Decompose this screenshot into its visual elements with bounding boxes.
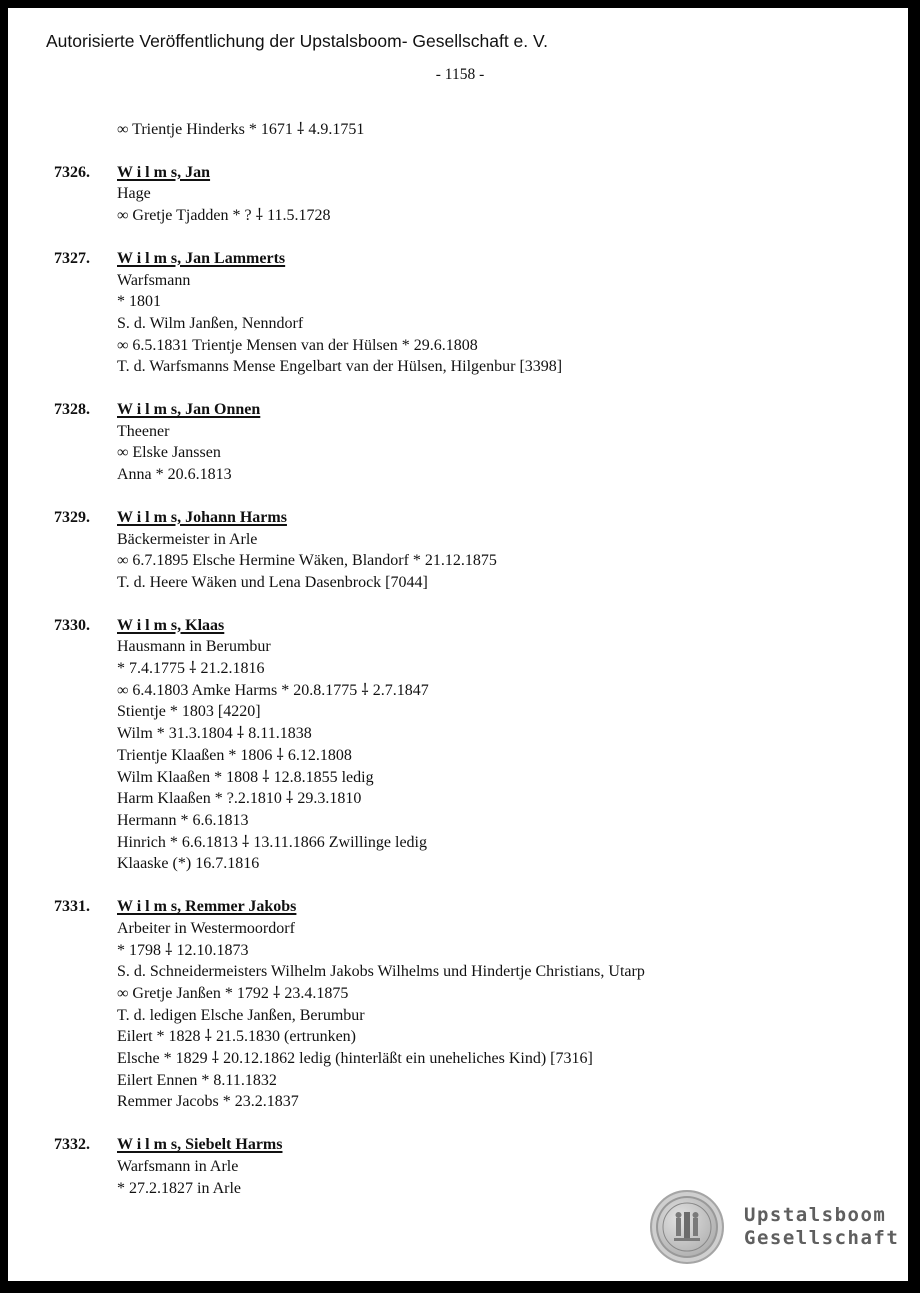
- entry-number: 7328.: [54, 401, 90, 419]
- entry-line: S. d. Wilm Janßen, Nenndorf: [117, 314, 304, 332]
- entry-line: S. d. Schneidermeisters Wilhelm Jakobs Wilhelms und Hindertje Christians, Utarp: [117, 963, 645, 981]
- entry-line: Arbeiter in Westermoordorf: [117, 919, 295, 937]
- society-name-line-2: Gesellschaft: [744, 1227, 900, 1249]
- entry-number: 7330.: [54, 616, 90, 634]
- entry-line: Wilm Klaaßen * 1808 ⸸ 12.8.1855 ledig: [117, 768, 374, 786]
- entry-number: 7329.: [54, 508, 90, 526]
- entry-line: * 7.4.1775 ⸸ 21.2.1816: [117, 660, 265, 678]
- society-logo: [650, 1190, 899, 1264]
- entry-line: T. d. Heere Wäken und Lena Dasenbrock [7044]: [117, 573, 428, 591]
- entry: [54, 896, 834, 1113]
- entry-number: 7332.: [54, 1136, 90, 1154]
- entry-line: Stientje * 1803 [4220]: [117, 703, 261, 721]
- entry-line: T. d. ledigen Elsche Janßen, Berumbur: [117, 1006, 365, 1024]
- entry-line: Eilert Ennen * 8.11.1832: [117, 1071, 277, 1089]
- entry: [54, 162, 834, 227]
- entry-line: ∞ 6.4.1803 Amke Harms * 20.8.1775 ⸸ 2.7.1847: [117, 681, 429, 699]
- genealogy-list: [54, 119, 834, 1199]
- entry-name: W i l m s, Jan Lammerts: [117, 249, 286, 267]
- page-header: Autorisierte Veröffentlichung der Upstalsboom- Gesellschaft e. V.: [46, 31, 548, 51]
- entry-number: 7331.: [54, 898, 90, 916]
- entry-line: ∞ 6.7.1895 Elsche Hermine Wäken, Blandorf * 21.12.1875: [117, 552, 497, 570]
- intro-line: ∞ Trientje Hinderks * 1671 ⸸ 4.9.1751: [117, 121, 365, 138]
- entry-header: [54, 162, 834, 184]
- entry-line: * 1801: [117, 293, 161, 311]
- entry-line: Hermann * 6.6.1813: [117, 811, 249, 829]
- entry-line: ∞ Gretje Janßen * 1792 ⸸ 23.4.1875: [117, 984, 349, 1002]
- entry-line: Warfsmann in Arle: [117, 1157, 239, 1175]
- entry-name: W i l m s, Klaas: [117, 616, 225, 634]
- entry-line: Elsche * 1829 ⸸ 20.12.1862 ledig (hinterläßt ein uneheliches Kind) [7316]: [117, 1050, 593, 1068]
- entry-line: Klaaske (*) 16.7.1816: [117, 855, 260, 873]
- entry-line: ∞ Elske Janssen: [117, 444, 221, 462]
- page-number: - 1158 -: [435, 66, 485, 83]
- entry-name: W i l m s, Siebelt Harms: [117, 1136, 283, 1154]
- entry-line: Harm Klaaßen * ?.2.1810 ⸸ 29.3.1810: [117, 790, 362, 808]
- entry-line: Warfsmann: [117, 271, 191, 289]
- entry-name: W i l m s, Johann Harms: [117, 508, 287, 526]
- entry-line: T. d. Warfsmanns Mense Engelbart van der Hülsen, Hilgenbur [3398]: [117, 358, 563, 376]
- entry-header: [54, 896, 834, 918]
- entry-name: W i l m s, Jan Onnen: [117, 401, 261, 419]
- entry-number: 7327.: [54, 249, 90, 267]
- entry: [54, 507, 834, 594]
- entry-line: ∞ Gretje Tjadden * ? ⸸ 11.5.1728: [117, 207, 331, 225]
- entry-line: Hage: [117, 185, 151, 203]
- entries-container: [54, 162, 834, 1200]
- entry-line: Bäckermeister in Arle: [117, 530, 258, 548]
- society-seal-icon: [650, 1190, 724, 1264]
- entry-header: [54, 507, 834, 529]
- entry-line: Wilm * 31.3.1804 ⸸ 8.11.1838: [117, 725, 312, 743]
- entry-header: [54, 615, 834, 637]
- entry-header: [54, 1134, 834, 1156]
- entry-line: Remmer Jacobs * 23.2.1837: [117, 1093, 299, 1111]
- entry-name: W i l m s, Remmer Jakobs: [117, 898, 297, 916]
- society-name-line-1: Upstalsboom: [744, 1204, 887, 1226]
- entry-line: Theener: [117, 422, 170, 440]
- entry: [54, 248, 834, 378]
- entry-line: * 1798 ⸸ 12.10.1873: [117, 941, 249, 959]
- entry-line: * 27.2.1827 in Arle: [117, 1179, 241, 1197]
- society-name: [744, 1204, 899, 1250]
- entry-line: Trientje Klaaßen * 1806 ⸸ 6.12.1808: [117, 746, 352, 764]
- entry-line: Hausmann in Berumbur: [117, 638, 271, 656]
- entry-header: [54, 248, 834, 270]
- entry: [54, 399, 834, 486]
- entry-line: Eilert * 1828 ⸸ 21.5.1830 (ertrunken): [117, 1028, 357, 1046]
- entry-line: ∞ 6.5.1831 Trientje Mensen van der Hülsen * 29.6.1808: [117, 336, 478, 354]
- entry-header: [54, 399, 834, 421]
- entry-number: 7326.: [54, 163, 90, 181]
- entry-line: Anna * 20.6.1813: [117, 466, 232, 484]
- entry-name: W i l m s, Jan: [117, 163, 211, 181]
- entry: [54, 615, 834, 875]
- entry-line: Hinrich * 6.6.1813 ⸸ 13.11.1866 Zwillinge ledig: [117, 833, 427, 851]
